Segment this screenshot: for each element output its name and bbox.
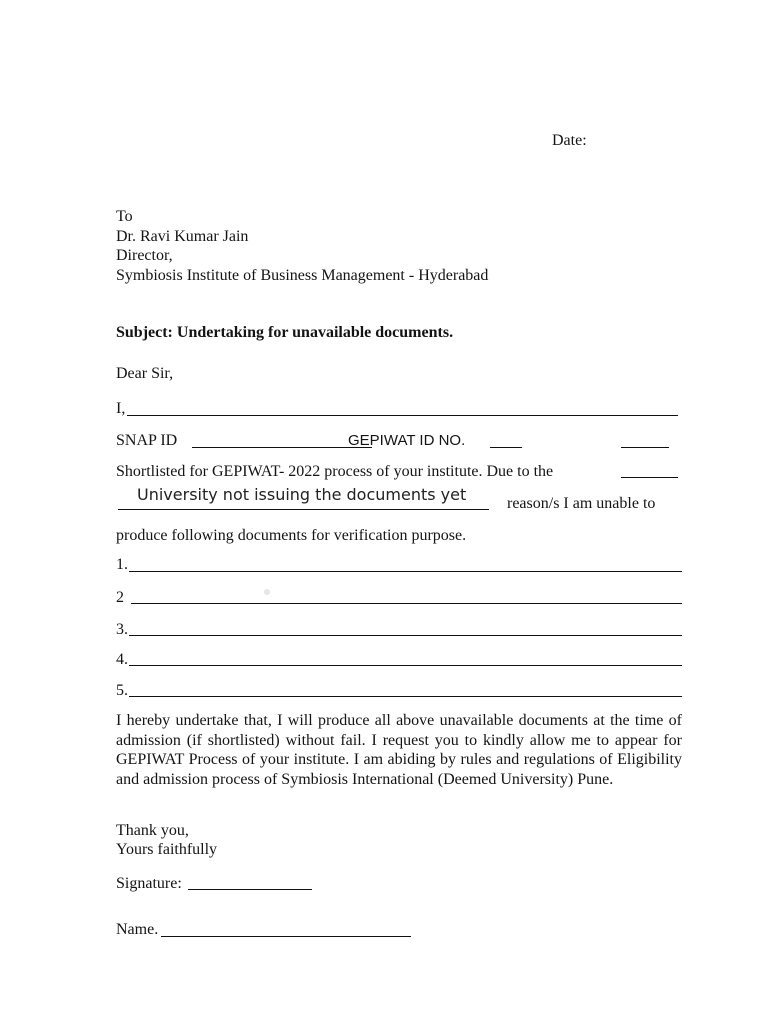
handwritten-reason: University not issuing the documents yet (137, 485, 467, 504)
document-item-4-label: 4. (116, 651, 128, 668)
gepiwat-id-line-1[interactable] (490, 447, 522, 448)
shortlisted-text: Shortlisted for GEPIWAT- 2022 process of your institute. Due to the (116, 463, 554, 480)
produce-text: produce following documents for verification purpose. (116, 527, 467, 544)
undertaking-paragraph: I hereby undertake that, I will produce all above unavailable documents at the time of admission (if shortlisted) without fail. I request you to kindly allow me to appear for GEPIWAT Process of your institute. I am abiding by rules and regulations of Eligibility and admission process of Symbiosis International (Deemed University) Pune. (116, 712, 682, 788)
signature-line[interactable] (188, 889, 312, 890)
document-item-5-line[interactable] (129, 696, 682, 697)
document-item-3-label: 3. (116, 621, 128, 638)
to-label: To (116, 208, 133, 225)
name-label: Name. (116, 921, 159, 938)
recipient-name: Dr. Ravi Kumar Jain (116, 228, 249, 245)
date-label: Date: (552, 132, 587, 149)
salutation: Dear Sir, (116, 365, 174, 382)
snap-id-label: SNAP ID (116, 432, 178, 449)
document-item-3-line[interactable] (129, 635, 682, 636)
snap-id-line[interactable] (192, 447, 372, 448)
document-item-4-line[interactable] (129, 665, 682, 666)
reason-line-1[interactable] (621, 477, 678, 478)
gepiwat-id-line-2[interactable] (621, 447, 669, 448)
signature-label: Signature: (116, 875, 182, 892)
reason-suffix: reason/s I am unable to (507, 495, 656, 512)
recipient-title: Director, (116, 247, 173, 264)
name-line[interactable] (161, 936, 411, 937)
document-item-2-label: 2 (116, 589, 124, 606)
scan-speck (264, 589, 270, 595)
document-item-5-label: 5. (116, 682, 128, 699)
document-item-1-label: 1. (116, 556, 128, 573)
document-item-2-line[interactable] (131, 603, 682, 604)
subject-line: Subject: Undertaking for unavailable documents. (116, 324, 454, 341)
name-field-label: I, (116, 400, 126, 417)
closing-signoff: Yours faithfully (116, 841, 218, 858)
closing-thanks: Thank you, (116, 822, 189, 839)
gepiwat-id-label: GEPIWAT ID NO. (348, 432, 466, 449)
recipient-institute: Symbiosis Institute of Business Management - Hyderabad (116, 267, 489, 284)
document-item-1-line[interactable] (129, 571, 682, 572)
reason-line-2[interactable] (118, 509, 489, 510)
name-field-line[interactable] (127, 415, 678, 416)
